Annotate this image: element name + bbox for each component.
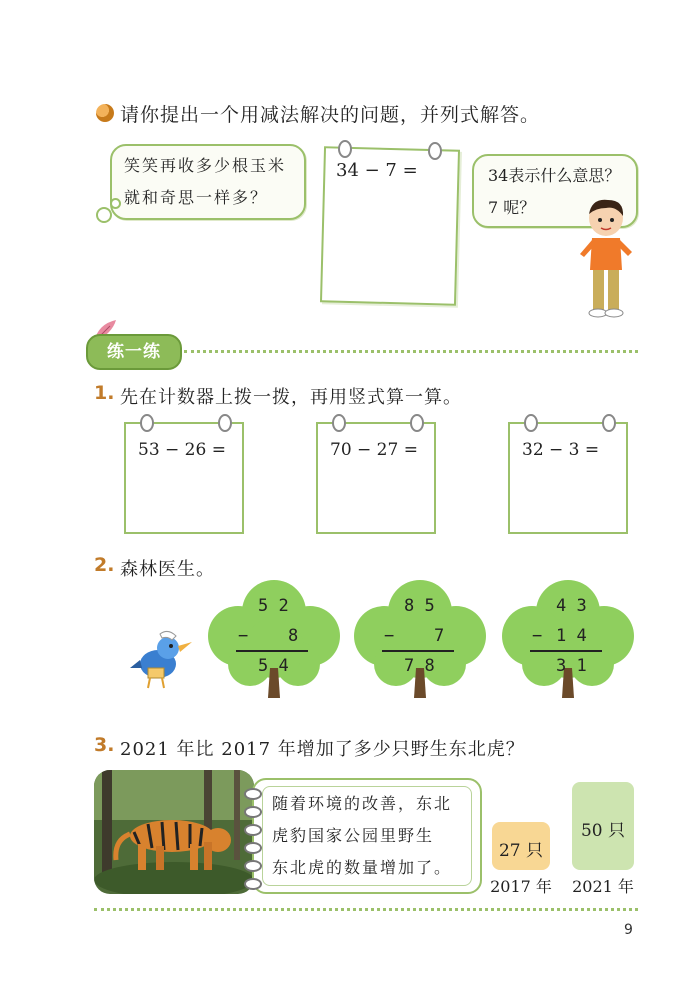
tree-rule (530, 650, 602, 652)
intro-prompt: 请你提出一个用减法解决的问题，并列式解答。 (120, 104, 541, 126)
ring-icon (524, 414, 538, 432)
q2-number: 2. (94, 554, 115, 576)
spiral-ring-icon (244, 860, 262, 872)
tree-operator: − (532, 626, 543, 646)
ring-icon (338, 140, 352, 158)
spiral-ring-icon (244, 878, 262, 890)
tree-result: 5 4 (258, 656, 289, 676)
bar-2021-year: 2021 年 (572, 877, 634, 896)
q2-text: 森林医生。 (120, 559, 215, 580)
tree-subtrahend: 8 (288, 626, 299, 646)
dotted-divider (184, 350, 638, 353)
bubble-right-line2: 7 呢？ (488, 198, 536, 217)
ring-icon (140, 414, 154, 432)
info-note-text (272, 788, 472, 884)
woodpecker-doctor-illustration (128, 624, 194, 690)
tree-subtrahend: 1 4 (556, 626, 587, 646)
bar-2017-value: 27 只 (498, 841, 544, 861)
tiger-photo (94, 770, 254, 894)
info-note-line: 虎豹国家公园里野生 (272, 826, 435, 845)
tree-rule (236, 650, 308, 652)
bubble-right-line1: 34表示什么意思？ (488, 166, 621, 185)
calc-expression: 32 − 3 = (522, 440, 600, 460)
bubble-left-line1: 笑笑再收多少根玉米 (124, 156, 287, 175)
calc-box (124, 422, 244, 534)
note-expression: 34 − 7 = (336, 160, 418, 181)
q1-text: 先在计数器上拨一拨，再用竖式算一算。 (120, 387, 462, 408)
tree-operator: − (238, 626, 249, 646)
q3-number: 3. (94, 734, 115, 756)
page-number: 9 (624, 922, 633, 938)
spiral-ring-icon (244, 824, 262, 836)
question-bubble-left (110, 144, 306, 220)
ring-icon (428, 142, 442, 160)
bar-2021-value: 50 只 (580, 821, 626, 841)
tree-result: 3 1 (556, 656, 587, 676)
ring-icon (602, 414, 616, 432)
practice-banner: 练一练 (86, 334, 182, 370)
calc-expression: 53 − 26 = (138, 440, 226, 460)
boy-illustration (576, 196, 636, 320)
ring-icon (218, 414, 232, 432)
bubble-left-line2: 就和奇思一样多？ (124, 188, 269, 207)
q3-text: 2021 年比 2017 年增加了多少只野生东北虎？ (120, 739, 525, 760)
spiral-ring-icon (244, 842, 262, 854)
tree-top-number: 5 2 (258, 596, 289, 616)
tree-result: 7 8 (404, 656, 435, 676)
calc-box (508, 422, 628, 534)
calc-expression: 70 − 27 = (330, 440, 418, 460)
info-note-line: 东北虎的数量增加了。 (272, 858, 453, 877)
ring-icon (332, 414, 346, 432)
tree-rule (382, 650, 454, 652)
tree-top-number: 4 3 (556, 596, 587, 616)
ring-icon (410, 414, 424, 432)
tree-operator: − (384, 626, 395, 646)
info-note-line: 随着环境的改善，东北 (272, 794, 453, 813)
bubble-tail-small (110, 198, 121, 209)
tree-subtrahend: 7 (434, 626, 445, 646)
bullet-icon (96, 104, 114, 122)
calc-box (316, 422, 436, 534)
spiral-ring-icon (244, 806, 262, 818)
tree-top-number: 8 5 (404, 596, 435, 616)
spiral-ring-icon (244, 788, 262, 800)
bubble-tail-large (96, 207, 112, 223)
dotted-divider (94, 908, 638, 911)
q1-number: 1. (94, 382, 115, 404)
bar-2017-year: 2017 年 (490, 877, 552, 896)
